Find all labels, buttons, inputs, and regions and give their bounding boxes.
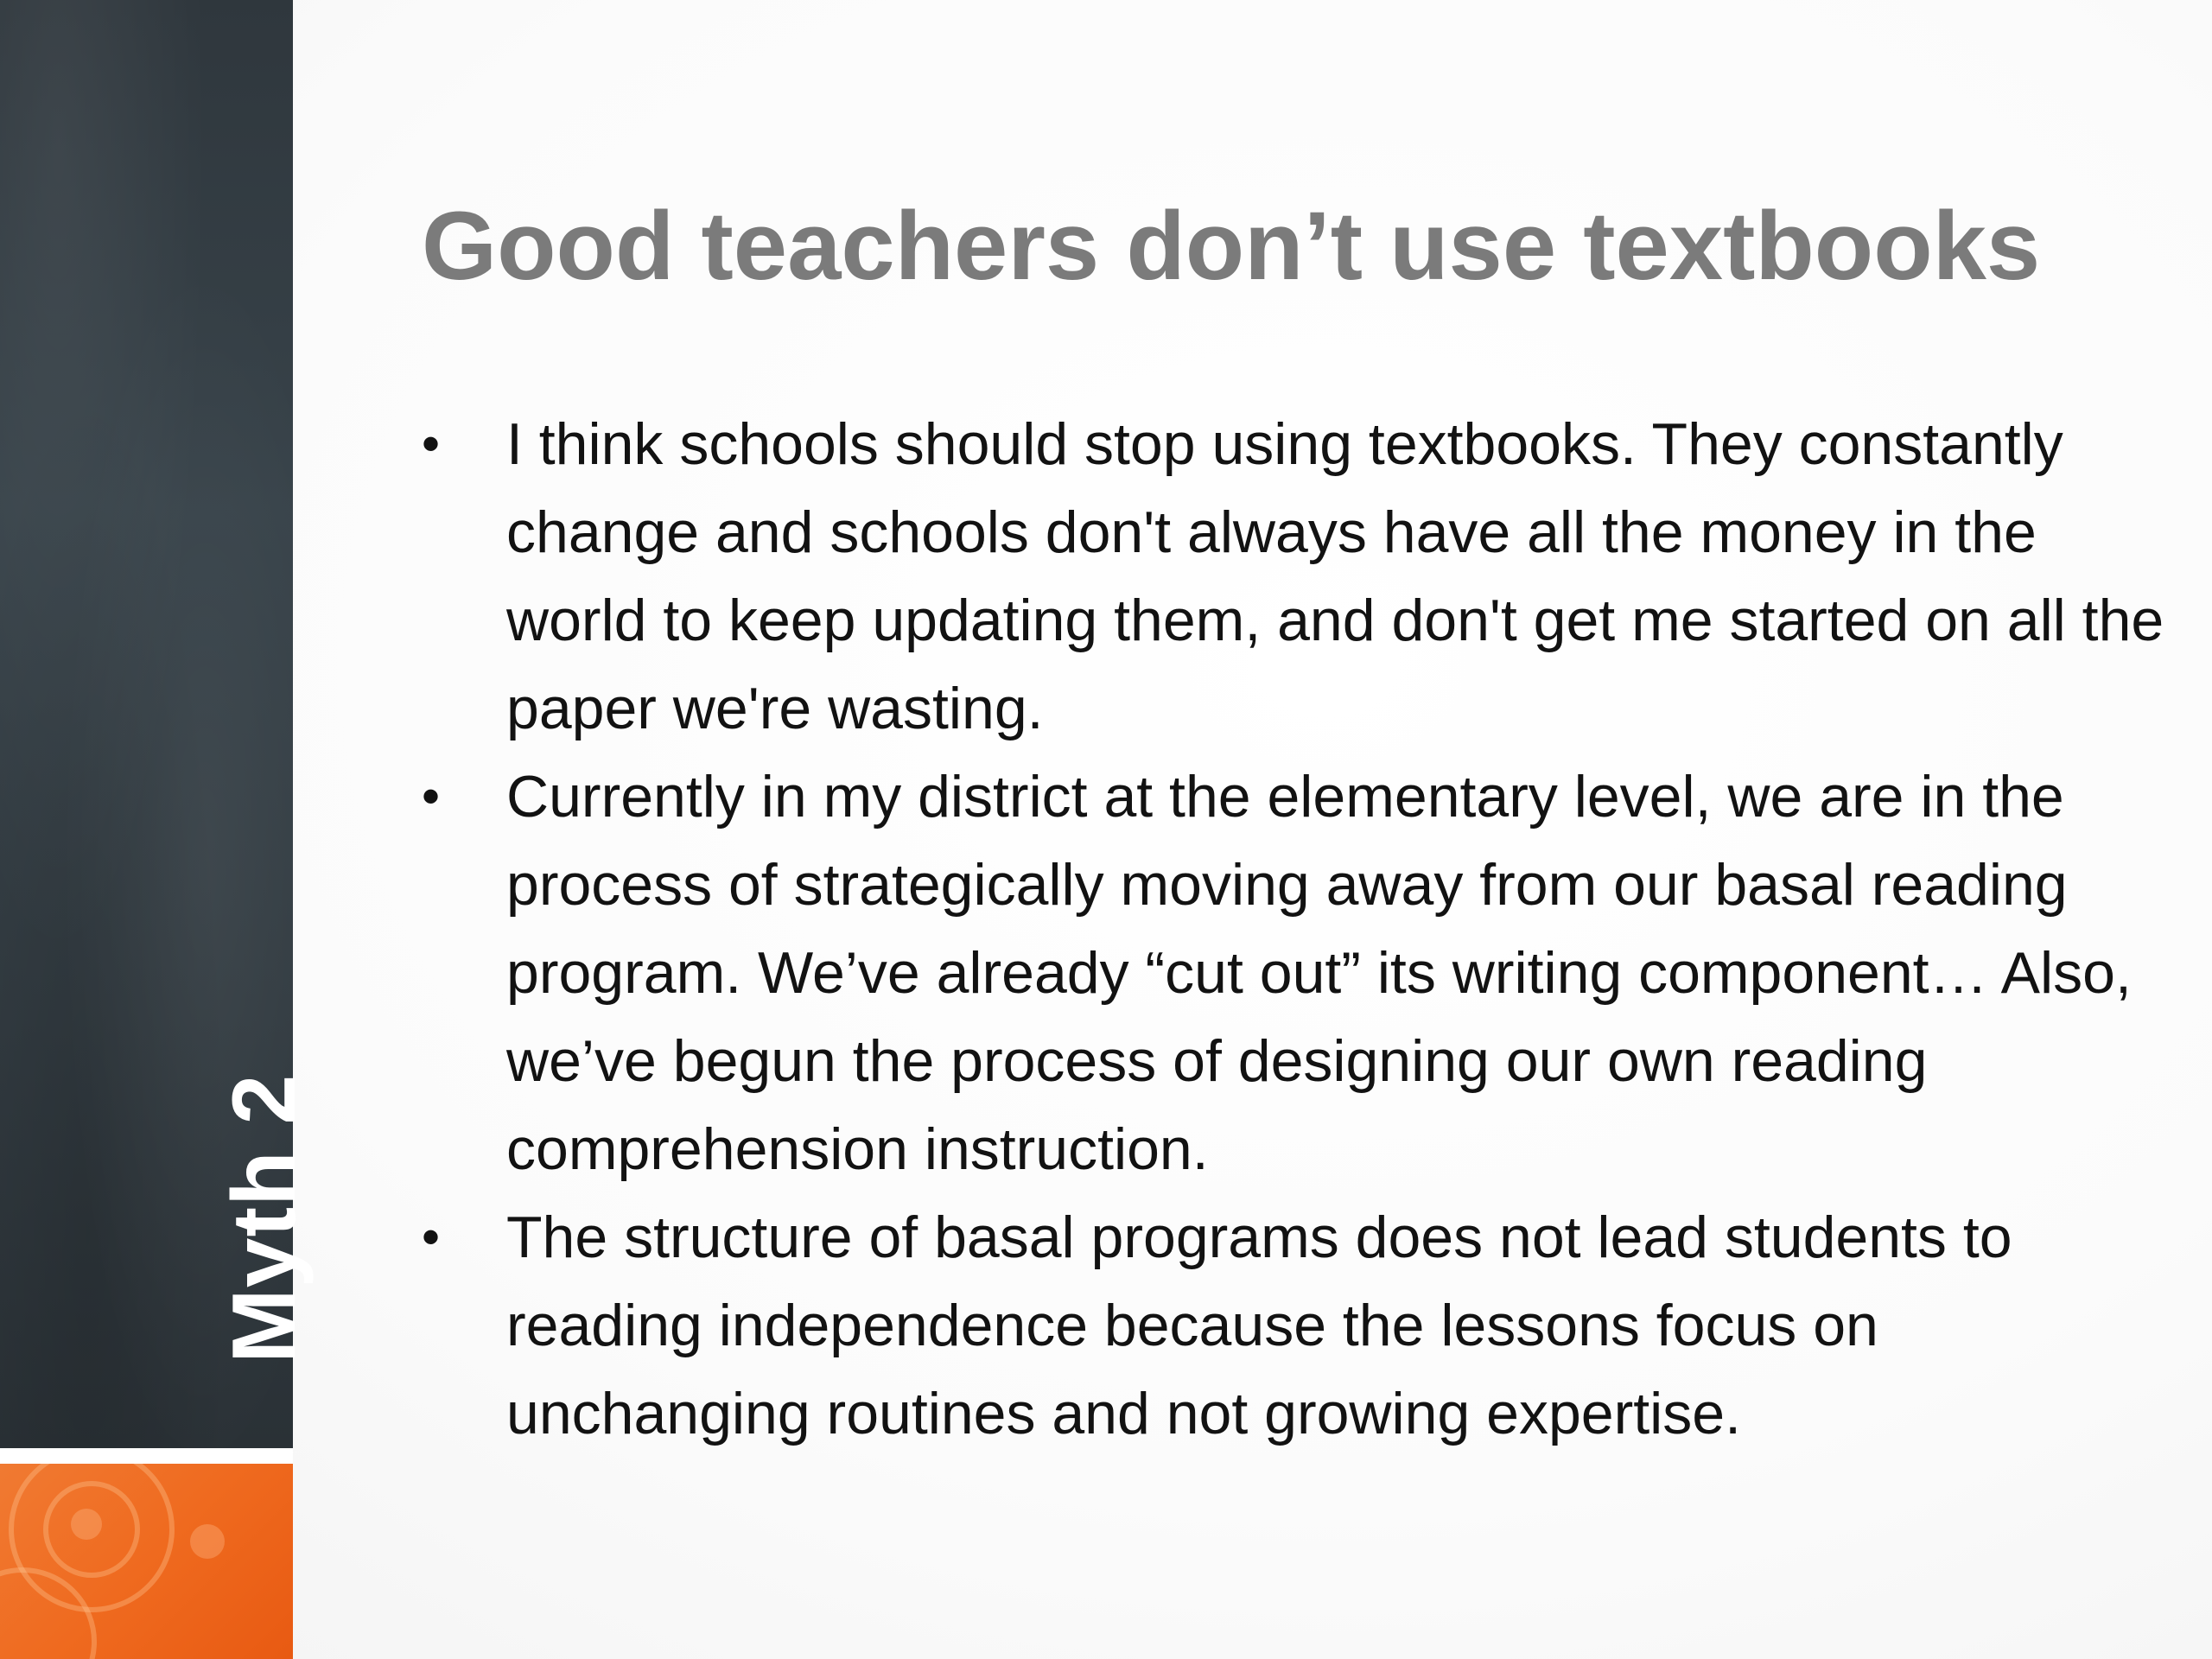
bullet-marker: • bbox=[422, 1208, 441, 1266]
decorative-dot bbox=[190, 1524, 225, 1559]
slide-title: Good teachers don’t use textbooks bbox=[422, 192, 2041, 300]
bullet-marker: • bbox=[422, 415, 441, 473]
bullet-marker: • bbox=[422, 767, 441, 825]
bullet-item bbox=[422, 400, 2193, 753]
bullet-text: I think schools should stop using textbooks. They constantly change and schools don't always have all the money in the world to keep updating them, and don't get me started on all the paper we're wasting. bbox=[506, 411, 2164, 741]
bullet-item bbox=[422, 753, 2193, 1193]
bullet-list bbox=[422, 400, 2193, 1458]
bullet-text: The structure of basal programs does not lead students to reading independence because the lessons focus on unchanging routines and not growing expertise. bbox=[506, 1205, 2012, 1446]
sidebar-panel bbox=[0, 0, 315, 1448]
sidebar-divider bbox=[0, 1448, 293, 1464]
bullet-item bbox=[422, 1193, 2193, 1458]
bullet-text: Currently in my district at the elementary level, we are in the process of strategically moving away from our basal reading program. We’ve already “cut out” its writing component… Also, we’ve begun the process of designing our own reading comprehension instruction. bbox=[506, 764, 2132, 1182]
section-label: Myth 2 bbox=[214, 1073, 315, 1363]
accent-block bbox=[0, 1464, 293, 1659]
decorative-dot bbox=[71, 1509, 102, 1540]
